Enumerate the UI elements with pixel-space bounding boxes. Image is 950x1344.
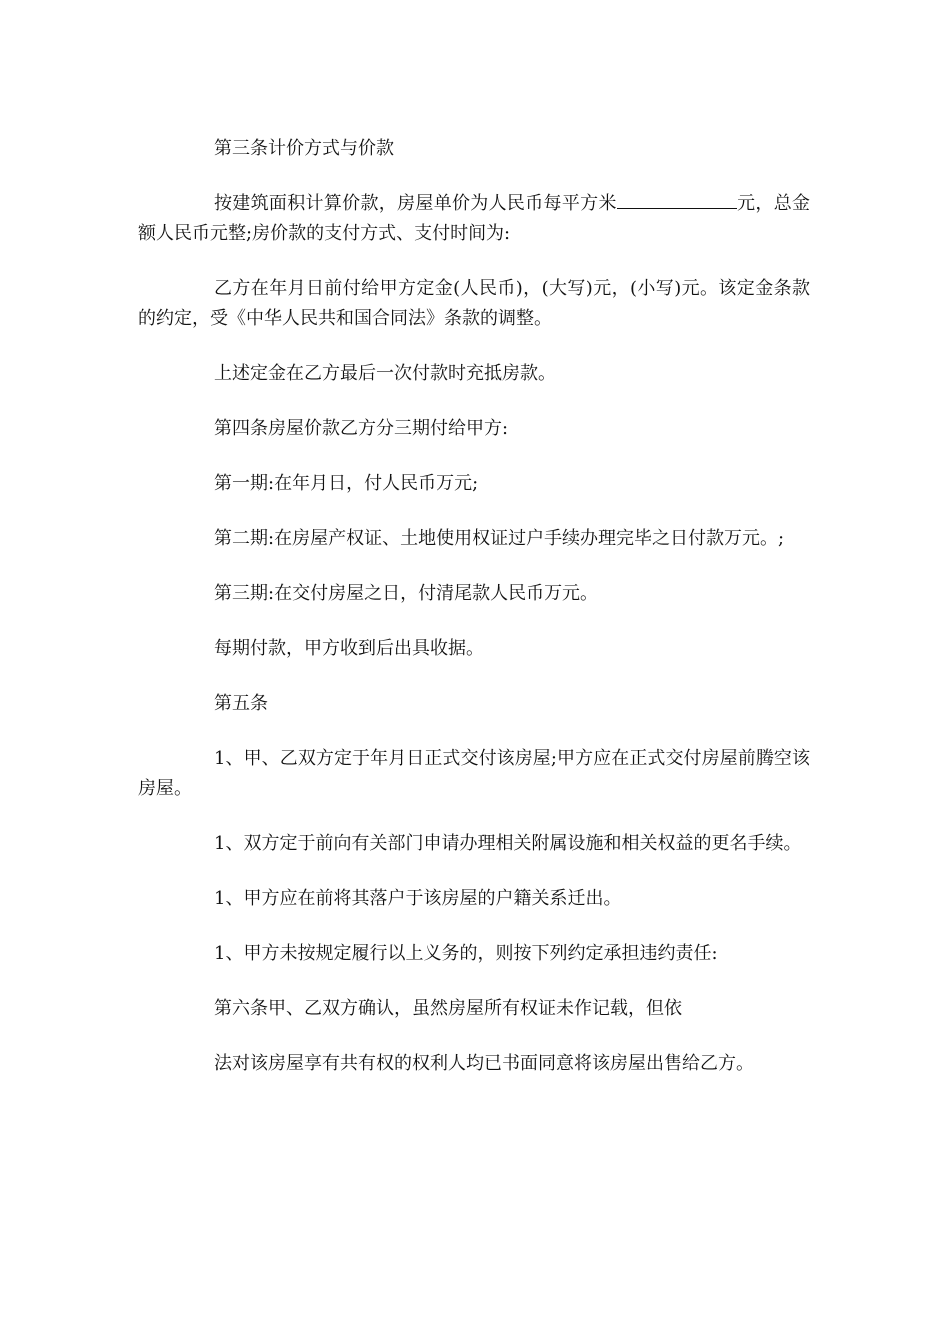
article-3-heading: 第三条计价方式与价款 xyxy=(214,138,394,159)
liability-clause: 1、甲方未按规定履行以上义务的，则按下列约定承担违约责任: xyxy=(214,943,718,964)
receipt-paragraph: 每期付款，甲方收到后出具收据。 xyxy=(214,638,484,659)
deposit-offset-paragraph: 上述定金在乙方最后一次付款时充抵房款。 xyxy=(214,363,556,384)
name-change-clause: 1、双方定于前向有关部门申请办理相关附属设施和相关权益的更名手续。 xyxy=(214,833,802,854)
price-calculation-text: 按建筑面积计算价款，房屋单价为人民币每平方米 xyxy=(214,193,617,214)
second-installment-paragraph: 第二期:在房屋产权证、土地使用权证过户手续办理完毕之日付款万元。; xyxy=(214,528,785,549)
third-installment-paragraph: 第三期:在交付房屋之日，付清尾款人民币万元。 xyxy=(214,583,599,604)
document-body xyxy=(138,134,810,1079)
article-4-heading: 第四条房屋价款乙方分三期付给甲方: xyxy=(214,418,509,439)
deposit-paragraph: 乙方在年月日前付给甲方定金(人民币)，(大写)元，(小写)元。该定金条款的约定，受《中华人民共和国合同法》条款的调整。 xyxy=(138,278,810,329)
price-calculation-paragraph xyxy=(138,189,810,249)
article-5-heading: 第五条 xyxy=(214,693,268,714)
first-installment-paragraph: 第一期:在年月日，付人民币万元; xyxy=(214,473,479,494)
delivery-clause: 1、甲、乙双方定于年月日正式交付该房屋;甲方应在正式交付房屋前腾空该房屋。 xyxy=(138,748,810,799)
price-calculation-text-continued: 元，总金额人民币元整;房价款的支付方式、支付时间为: xyxy=(138,193,811,244)
article-6-line-2: 法对该房屋享有共有权的权利人均已书面同意将该房屋出售给乙方。 xyxy=(214,1053,754,1074)
unit-price-blank xyxy=(617,190,737,209)
household-registration-clause: 1、甲方应在前将其落户于该房屋的户籍关系迁出。 xyxy=(214,888,622,909)
article-6-line-1: 第六条甲、乙双方确认，虽然房屋所有权证未作记载，但依 xyxy=(214,998,682,1019)
